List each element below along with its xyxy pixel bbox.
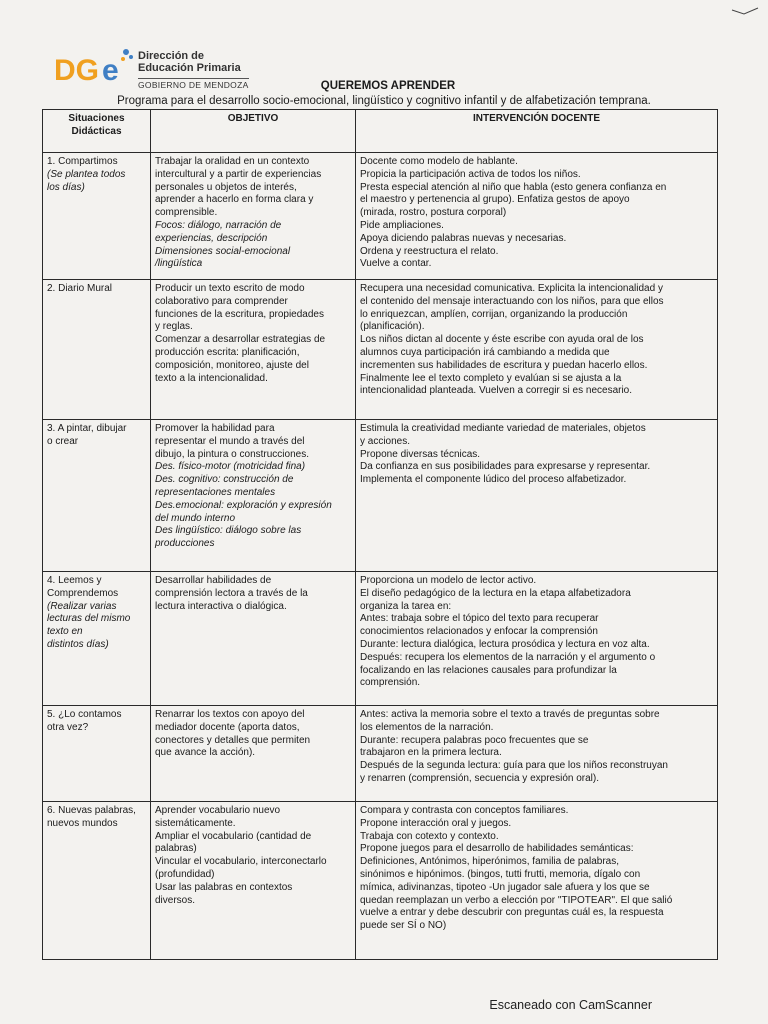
- header-objetivo: OBJETIVO: [151, 110, 356, 153]
- objetivo-line: sistemáticamente.: [155, 817, 236, 829]
- intervencion-line: Trabaja con cotexto y contexto.: [360, 830, 499, 842]
- objetivo-line: lectura interactiva o dialógica.: [155, 600, 287, 612]
- situacion-line: 4. Leemos y: [47, 575, 102, 586]
- table-row: [43, 572, 718, 706]
- objetivo-line: Renarrar los textos con apoyo del: [155, 709, 305, 720]
- objetivo-line: Des. cognitivo: construcción de: [155, 474, 294, 486]
- objetivo-line: Promover la habilidad para: [155, 423, 275, 434]
- intervencion-line: (mirada, rostro, postura corporal): [360, 207, 507, 219]
- intervencion-line: comprensión.: [360, 677, 421, 689]
- situacion-line: 1. Compartimos: [47, 156, 118, 167]
- objetivo-line: dibujo, la pintura o construcciones.: [155, 448, 309, 460]
- cell-objetivo: [151, 706, 356, 802]
- intervencion-line: el maestro y pertenencia al grupo). Enfatiza gestos de apoyo: [360, 194, 630, 206]
- government-label: GOBIERNO DE MENDOZA: [138, 80, 249, 90]
- table-row: [43, 802, 718, 960]
- table-header-row: [43, 110, 718, 153]
- cell-situacion: [43, 802, 151, 960]
- document-subtitle: Programa para el desarrollo socio-emocional, lingüístico y cognitivo infantil y de alfabetización temprana.: [117, 95, 651, 107]
- intervencion-line: Finalmente lee el texto completo y evalúan si se ajusta a la: [360, 372, 622, 384]
- svg-text:DG: DG: [54, 54, 99, 87]
- intervencion-line: conocimientos relacionados y enfocar la comprensión: [360, 626, 598, 638]
- svg-text:e: e: [102, 54, 119, 87]
- intervencion-line: mímica, adivinanzas, tipoteo -Un jugador sale afuera y los que se: [360, 881, 650, 893]
- intervencion-line: focalizando en las relaciones causales para profundizar la: [360, 664, 617, 676]
- cell-objetivo: [151, 153, 356, 280]
- objetivo-line: Desarrollar habilidades de: [155, 575, 272, 586]
- cell-objetivo: [151, 280, 356, 420]
- objetivo-line: representar el mundo a través del: [155, 435, 305, 447]
- intervencion-line: intencionalidad planteada. Vuelven a corregir si es necesario.: [360, 385, 633, 397]
- intervencion-line: los elementos de la narración.: [360, 721, 494, 733]
- objetivo-line: aprender a hacerlo en forma clara y: [155, 194, 314, 206]
- intervencion-line: Presta especial atención al niño que habla (esto genera confianza en: [360, 181, 667, 193]
- activities-table: [42, 109, 718, 960]
- scanner-watermark: Escaneado con CamScanner: [489, 998, 652, 1012]
- cell-intervencion: [356, 802, 718, 960]
- intervencion-line: Durante: lectura dialógica, lectura prosódica y lectura en voz alta.: [360, 638, 650, 650]
- objetivo-line: producciones: [155, 538, 215, 550]
- cell-situacion: [43, 420, 151, 572]
- cell-intervencion: [356, 572, 718, 706]
- objetivo-line: Trabajar la oralidad en un contexto: [155, 156, 310, 167]
- objetivo-line: del mundo interno: [155, 512, 236, 524]
- objetivo-line: representaciones mentales: [155, 486, 276, 498]
- cell-objetivo: [151, 420, 356, 572]
- intervencion-line: Definiciones, Antónimos, hiperónimos, familia de palabras,: [360, 856, 620, 868]
- objetivo-line: producción escrita: planificación,: [155, 346, 300, 358]
- objetivo-line: Des.emocional: exploración y expresión: [155, 499, 332, 511]
- intervencion-line: (planificación).: [360, 321, 425, 333]
- situacion-line: o crear: [47, 435, 79, 447]
- intervencion-line: Compara y contrasta con conceptos familiares.: [360, 805, 569, 816]
- objetivo-line: conectores y detalles que permiten: [155, 734, 311, 746]
- intervencion-line: y acciones.: [360, 435, 411, 447]
- intervencion-line: Apoya diciendo palabras nuevas y necesarias.: [360, 232, 567, 244]
- objetivo-line: Vincular el vocabulario, interconectarlo: [155, 856, 327, 868]
- cell-situacion: [43, 153, 151, 280]
- table-row: [43, 153, 718, 280]
- objetivo-line: y reglas.: [155, 321, 193, 333]
- objetivo-line: Focos: diálogo, narración de: [155, 219, 282, 231]
- objetivo-line: Des. físico-motor (motricidad fina): [155, 461, 306, 473]
- intervencion-line: lo enriquezcan, amplíen, corrijan, organizando la producción: [360, 308, 628, 320]
- situacion-line: Comprendemos: [47, 587, 119, 599]
- intervencion-line: Propicia la participación activa de todos los niños.: [360, 168, 581, 180]
- intervencion-line: Docente como modelo de hablante.: [360, 156, 518, 167]
- header-situaciones: Situaciones Didácticas: [43, 110, 151, 153]
- intervencion-line: Proporciona un modelo de lector activo.: [360, 575, 537, 586]
- scan-mark: [730, 4, 760, 20]
- objetivo-line: colaborativo para comprender: [155, 295, 288, 307]
- situacion-line: (Se plantea todos: [47, 168, 126, 180]
- objetivo-line: Usar las palabras en contextos: [155, 881, 293, 893]
- objetivo-line: mediador docente (aporta datos,: [155, 721, 300, 733]
- intervencion-line: Después de la segunda lectura: guía para que los niños reconstruyan: [360, 760, 668, 772]
- header-intervencion: INTERVENCIÓN DOCENTE: [356, 110, 718, 153]
- intervencion-line: Después: recupera los elementos de la narración y el argumento o: [360, 651, 656, 663]
- situacion-line: (Realizar varias: [47, 600, 117, 612]
- intervencion-line: vuelve a entrar y debe descubrir con preguntas cuál es, la respuesta: [360, 907, 664, 919]
- intervencion-line: el contenido del mensaje interactuando con los niños, para que ellos: [360, 295, 664, 307]
- objetivo-line: /lingüística: [155, 258, 203, 270]
- objetivo-line: comprensión lectora a través de la: [155, 587, 308, 599]
- cell-objetivo: [151, 802, 356, 960]
- table-row: [43, 420, 718, 572]
- intervencion-line: incrementen sus habilidades de escritura y puedan hacerlo ellos.: [360, 359, 648, 371]
- situacion-line: lecturas del mismo: [47, 613, 131, 625]
- intervencion-line: Durante: recupera palabras poco frecuentes que se: [360, 734, 589, 746]
- objetivo-line: texto a la intencionalidad.: [155, 372, 268, 384]
- intervencion-line: sinónimos e hipónimos. (bingos, tutti frutti, memoria, dígalo con: [360, 868, 641, 880]
- objetivo-line: Des lingüístico: diálogo sobre las: [155, 525, 302, 537]
- objetivo-line: Producir un texto escrito de modo: [155, 283, 305, 294]
- intervencion-line: Ordena y reestructura el relato.: [360, 245, 499, 257]
- intervencion-line: Antes: trabaja sobre el tópico del texto para recuperar: [360, 613, 599, 625]
- table-row: [43, 280, 718, 420]
- situacion-line: texto en: [47, 626, 83, 638]
- cell-intervencion: [356, 153, 718, 280]
- cell-intervencion: [356, 420, 718, 572]
- intervencion-line: Recupera una necesidad comunicativa. Explicita la intencionalidad y: [360, 283, 663, 294]
- intervencion-line: Da confianza en sus posibilidades para expresarse y representar.: [360, 461, 651, 473]
- objetivo-line: composición, monitoreo, ajuste del: [155, 359, 309, 371]
- cell-situacion: [43, 572, 151, 706]
- intervencion-line: Vuelve a contar.: [360, 258, 432, 270]
- table-row: [43, 706, 718, 802]
- org-name: [138, 50, 241, 74]
- situacion-line: 2. Diario Mural: [47, 283, 113, 294]
- objetivo-line: palabras): [155, 843, 197, 855]
- intervencion-line: alumnos cuya participación irá cambiando a medida que: [360, 346, 610, 358]
- objetivo-line: comprensible.: [155, 207, 218, 219]
- objetivo-line: (profundidad): [155, 868, 215, 880]
- situacion-line: 3. A pintar, dibujar: [47, 423, 127, 434]
- situacion-line: otra vez?: [47, 721, 89, 733]
- objetivo-line: Dimensiones social-emocional: [155, 245, 291, 257]
- objetivo-line: que avance la acción).: [155, 747, 256, 759]
- intervencion-line: Estimula la creatividad mediante variedad de materiales, objetos: [360, 423, 646, 434]
- intervencion-line: Implementa el componente lúdico del proceso alfabetizador.: [360, 474, 627, 486]
- situacion-line: 5. ¿Lo contamos: [47, 709, 122, 720]
- cell-intervencion: [356, 706, 718, 802]
- document-title: QUEREMOS APRENDER: [320, 80, 456, 92]
- intervencion-line: Propone interacción oral y juegos.: [360, 817, 512, 829]
- intervencion-line: Pide ampliaciones.: [360, 219, 444, 231]
- org-line-1: Dirección de: [138, 50, 205, 62]
- cell-objetivo: [151, 572, 356, 706]
- intervencion-line: Antes: activa la memoria sobre el texto a través de preguntas sobre: [360, 709, 660, 720]
- objetivo-line: Comenzar a desarrollar estrategias de: [155, 334, 326, 346]
- intervencion-line: quedan reemplazan un verbo a elección por "TIPOTEAR". El que salió: [360, 894, 673, 906]
- cell-intervencion: [356, 280, 718, 420]
- intervencion-line: y renarren (comprensión, secuencia y expresión oral).: [360, 772, 599, 784]
- situacion-line: nuevos mundos: [47, 817, 118, 829]
- objetivo-line: personales u objetos de interés,: [155, 181, 297, 193]
- objetivo-line: Ampliar el vocabulario (cantidad de: [155, 830, 312, 842]
- objetivo-line: funciones de la escritura, propiedades: [155, 308, 324, 320]
- intervencion-line: puede ser SÍ o NO): [360, 920, 447, 932]
- situacion-line: distintos días): [47, 638, 109, 650]
- cell-situacion: [43, 706, 151, 802]
- intervencion-line: Propone juegos para el desarrollo de habilidades semánticas:: [360, 843, 634, 855]
- objetivo-line: experiencias, descripción: [155, 232, 268, 244]
- org-line-2: Educación Primaria: [138, 62, 241, 74]
- intervencion-line: organiza la tarea en:: [360, 600, 452, 612]
- situacion-line: 6. Nuevas palabras,: [47, 805, 136, 816]
- intervencion-line: Propone diversas técnicas.: [360, 448, 481, 460]
- intervencion-line: trabajaron en la primera lectura.: [360, 747, 502, 759]
- cell-situacion: [43, 280, 151, 420]
- objetivo-line: diversos.: [155, 894, 196, 906]
- intervencion-line: Los niños dictan al docente y éste escribe con ayuda oral de los: [360, 334, 644, 346]
- situacion-line: los días): [47, 181, 85, 193]
- objetivo-line: Aprender vocabulario nuevo: [155, 805, 281, 816]
- objetivo-line: intercultural y a partir de experiencias: [155, 168, 322, 180]
- intervencion-line: El diseño pedagógico de la lectura en la etapa alfabetizadora: [360, 587, 631, 599]
